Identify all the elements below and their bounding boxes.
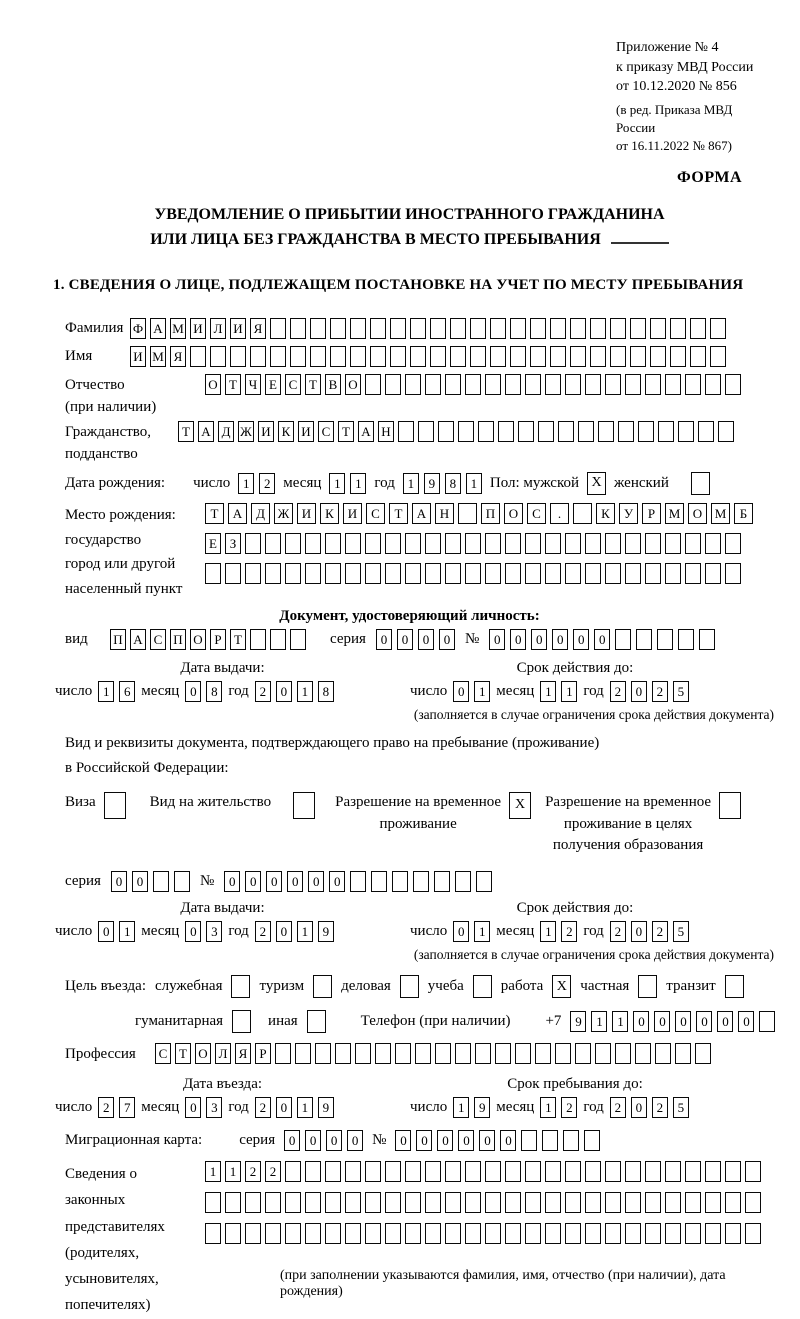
residence-issue-year-label: год bbox=[228, 923, 249, 940]
identity-doc-heading: Документ, удостоверяющий личность: bbox=[279, 607, 540, 624]
purpose-official-label: служебная bbox=[154, 978, 223, 995]
purpose-business-checkbox[interactable] bbox=[400, 975, 419, 998]
citizenship-label: Гражданство, bbox=[65, 423, 152, 440]
temp-residence-edu-label-line1: Разрешение на временное bbox=[545, 793, 712, 810]
residence-issue-month-cells[interactable]: 0 3 bbox=[185, 921, 222, 942]
legal-reps-label-line4: (родителях, bbox=[65, 1244, 140, 1261]
phone-label: Телефон (при наличии) bbox=[360, 1013, 511, 1030]
doc-expiry-day-label: число bbox=[410, 682, 448, 699]
temp-residence-label-line1: Разрешение на временное bbox=[335, 793, 502, 810]
title-blank-underline bbox=[611, 242, 669, 244]
legal-reps-label-line1: Сведения о bbox=[65, 1166, 137, 1183]
purpose-humanitarian-checkbox[interactable] bbox=[232, 1010, 251, 1033]
birthdate-day-label: число bbox=[193, 474, 231, 491]
birthplace-cells-row2[interactable]: Е З bbox=[205, 533, 753, 554]
purpose-label: Цель въезда: bbox=[65, 978, 146, 995]
legal-reps-row bbox=[65, 1161, 774, 1319]
birthplace-cells-row1[interactable]: Т А Д Ж И К И С Т А Н П О С . К У Р М О М Б bbox=[205, 503, 753, 524]
identity-doc-dates bbox=[55, 659, 774, 702]
patronymic-label-note: (при наличии) bbox=[65, 399, 157, 416]
doc-series-cells[interactable]: 0 0 0 0 bbox=[376, 629, 455, 650]
residence-issue-year-cells[interactable]: 2 0 1 9 bbox=[255, 921, 334, 942]
residence-expiry-year-label: год bbox=[583, 923, 604, 940]
purpose-private-checkbox[interactable] bbox=[638, 975, 657, 998]
birthplace-label-city: город или другой bbox=[65, 556, 176, 573]
doc-issue-year-label: год bbox=[228, 682, 249, 699]
firstname-cells[interactable]: И М Я bbox=[130, 346, 726, 367]
option-residence-permit bbox=[150, 792, 315, 819]
stay-month-label: месяц bbox=[496, 1099, 535, 1116]
visa-label: Виза bbox=[65, 793, 96, 810]
birthplace-row bbox=[65, 503, 774, 602]
revision-line: (в ред. Приказа МВД России bbox=[616, 101, 733, 135]
entry-month-label: месяц bbox=[141, 1099, 180, 1116]
doc-series-label: серия bbox=[330, 630, 366, 647]
profession-label: Профессия bbox=[65, 1045, 136, 1062]
purpose-transit-checkbox[interactable] bbox=[725, 975, 744, 998]
doc-expiry-label: Срок действия до: bbox=[516, 659, 634, 676]
birthdate-label: Дата рождения: bbox=[65, 474, 166, 491]
residence-number-cells[interactable]: 0 0 0 0 0 0 bbox=[224, 871, 492, 892]
phone-prefix: +7 bbox=[545, 1013, 562, 1030]
purpose-humanitarian-label: гуманитарная bbox=[135, 1013, 224, 1030]
purpose-business-label: деловая bbox=[341, 978, 391, 995]
option-temp-residence bbox=[335, 792, 531, 836]
birthdate-year-cells[interactable]: 1 9 8 1 bbox=[403, 473, 482, 494]
surname-row bbox=[65, 318, 774, 339]
stay-until-label: Срок пребывания до: bbox=[507, 1076, 643, 1093]
purpose-work-checkbox[interactable]: X bbox=[552, 975, 571, 998]
citizenship-cells[interactable]: Т А Д Ж И К И С Т А Н bbox=[178, 421, 734, 442]
doc-expiry-month-cells[interactable]: 1 1 bbox=[540, 681, 577, 702]
stay-year-label: год bbox=[583, 1099, 604, 1116]
purpose-tourism-label: туризм bbox=[259, 978, 305, 995]
residence-issue-month-label: месяц bbox=[141, 923, 180, 940]
migration-card-row bbox=[65, 1130, 774, 1151]
residence-expiry-year-cells[interactable]: 2 0 2 5 bbox=[610, 921, 689, 942]
entry-date-label: Дата въезда: bbox=[182, 1076, 263, 1093]
birthplace-label-state: государство bbox=[65, 531, 142, 548]
purpose-transit-label: транзит bbox=[666, 978, 716, 995]
entry-day-label: число bbox=[55, 1099, 93, 1116]
doc-expiry-year-label: год bbox=[583, 682, 604, 699]
doc-issue-day-label: число bbox=[55, 682, 93, 699]
surname-cells[interactable]: Ф А М И Л И Я bbox=[130, 318, 726, 339]
form-title-line2: ИЛИ ЛИЦА БЕЗ ГРАЖДАНСТВА В МЕСТО ПРЕБЫВАНИЯ bbox=[150, 231, 601, 249]
birthplace-cells-row3[interactable] bbox=[205, 563, 753, 584]
temp-residence-label-line2: проживание bbox=[379, 815, 457, 832]
residence-number-label: № bbox=[199, 873, 215, 890]
stay-month-cells[interactable]: 1 2 bbox=[540, 1097, 577, 1118]
residence-expiry-day-cells[interactable]: 0 1 bbox=[453, 921, 490, 942]
citizenship-label2: подданство bbox=[65, 446, 138, 463]
residence-permit-label: Вид на жительство bbox=[149, 793, 272, 810]
visa-checkbox[interactable] bbox=[104, 792, 126, 819]
residence-doc-heading-line2: в Российской Федерации: bbox=[65, 760, 229, 777]
residence-issue-day-label: число bbox=[55, 923, 93, 940]
birthdate-year-label: год bbox=[374, 474, 395, 491]
migration-series-cells[interactable]: 0 0 0 0 bbox=[284, 1130, 363, 1151]
sex-female-label: женский bbox=[614, 474, 669, 491]
residence-expiry-note: (заполняется в случае ограничения срока действия документа) bbox=[413, 947, 774, 963]
entry-dates bbox=[55, 1076, 774, 1118]
legal-reps-cells-row2[interactable] bbox=[205, 1192, 774, 1213]
appendix-note bbox=[616, 38, 774, 155]
doc-expiry-year-cells[interactable]: 2 0 2 5 bbox=[610, 681, 689, 702]
purpose-study-label: учеба bbox=[427, 978, 464, 995]
temp-residence-checkbox[interactable]: X bbox=[509, 792, 531, 819]
patronymic-label: Отчество bbox=[65, 376, 125, 393]
temp-residence-edu-checkbox[interactable] bbox=[719, 792, 741, 819]
option-visa bbox=[65, 792, 126, 819]
purpose-row2 bbox=[135, 1010, 774, 1033]
doc-expiry-day-cells[interactable]: 0 1 bbox=[453, 681, 490, 702]
form-title-line1: УВЕДОМЛЕНИЕ О ПРИБЫТИИ ИНОСТРАННОГО ГРАЖДАНИНА bbox=[154, 206, 665, 224]
birthdate-row bbox=[65, 472, 774, 495]
doc-type-cells[interactable]: П А С П О Р Т bbox=[110, 629, 306, 650]
residence-expiry-month-label: месяц bbox=[496, 923, 535, 940]
doc-expiry-month-label: месяц bbox=[496, 682, 535, 699]
doc-issue-month-label: месяц bbox=[141, 682, 180, 699]
legal-reps-cells-row1[interactable]: 1 1 2 2 bbox=[205, 1161, 774, 1182]
appendix-line: от 10.12.2020 № 856 bbox=[616, 79, 737, 95]
firstname-label: Имя bbox=[65, 347, 93, 364]
birthdate-month-cells[interactable]: 1 1 bbox=[329, 473, 366, 494]
surname-label: Фамилия bbox=[65, 319, 124, 336]
doc-issue-day-cells[interactable]: 1 6 bbox=[98, 681, 135, 702]
migration-number-cells[interactable]: 0 0 0 0 0 0 bbox=[395, 1130, 600, 1151]
legal-reps-label-line5: усыновителях, bbox=[65, 1271, 159, 1288]
doc-number-label: № bbox=[464, 630, 480, 647]
purpose-row1 bbox=[65, 975, 774, 998]
residence-series-row bbox=[65, 871, 774, 892]
stay-year-cells[interactable]: 2 0 2 5 bbox=[610, 1097, 689, 1118]
residence-series-label: серия bbox=[65, 873, 101, 890]
residence-expiry-day-label: число bbox=[410, 923, 448, 940]
legal-reps-label-line3: представителях bbox=[65, 1218, 165, 1235]
purpose-official-checkbox[interactable] bbox=[231, 975, 250, 998]
residence-doc-options bbox=[65, 792, 774, 857]
phone-cells[interactable]: 9 1 1 0 0 0 0 0 0 bbox=[570, 1011, 775, 1032]
temp-residence-edu-label-line2: проживание в целях bbox=[563, 815, 693, 832]
doc-expiry-note: (заполняется в случае ограничения срока действия документа) bbox=[413, 706, 774, 722]
residence-issue-day-cells[interactable]: 0 1 bbox=[98, 921, 135, 942]
entry-month-cells[interactable]: 0 3 bbox=[185, 1097, 222, 1118]
legal-reps-label-line2: законных bbox=[65, 1192, 126, 1209]
migration-card-label: Миграционная карта: bbox=[65, 1132, 203, 1149]
purpose-private-label: частная bbox=[580, 978, 630, 995]
stay-day-label: число bbox=[410, 1099, 448, 1116]
legal-reps-cells-row3[interactable] bbox=[205, 1223, 774, 1244]
section1-heading: 1. СВЕДЕНИЯ О ЛИЦЕ, ПОДЛЕЖАЩЕМ ПОСТАНОВКЕ НА УЧЕТ ПО МЕСТУ ПРЕБЫВАНИЯ bbox=[53, 276, 744, 293]
form-title bbox=[45, 203, 774, 253]
doc-issue-year-cells[interactable]: 2 0 1 8 bbox=[255, 681, 334, 702]
temp-residence-edu-label-line3: получения образования bbox=[552, 837, 704, 854]
purpose-other-checkbox[interactable] bbox=[307, 1010, 326, 1033]
residence-issue-label: Дата выдачи: bbox=[180, 900, 265, 917]
birthdate-day-cells[interactable]: 1 2 bbox=[238, 473, 275, 494]
birthplace-label-settlement: населенный пункт bbox=[65, 581, 183, 598]
residence-doc-heading bbox=[65, 731, 774, 782]
entry-year-cells[interactable]: 2 0 1 9 bbox=[255, 1097, 334, 1118]
birthdate-month-label: месяц bbox=[283, 474, 322, 491]
doc-issue-label: Дата выдачи: bbox=[180, 659, 265, 676]
citizenship-row bbox=[65, 421, 774, 466]
residence-expiry-month-cells[interactable]: 1 2 bbox=[540, 921, 577, 942]
residence-series-cells[interactable]: 0 0 bbox=[111, 871, 190, 892]
revision-line: от 16.11.2022 № 867) bbox=[616, 138, 733, 154]
purpose-study-checkbox[interactable] bbox=[473, 975, 492, 998]
residence-expiry-label: Срок действия до: bbox=[516, 900, 634, 917]
purpose-other-label: иная bbox=[268, 1013, 298, 1030]
identity-doc-row bbox=[65, 629, 774, 650]
option-temp-residence-education bbox=[545, 792, 741, 857]
doc-type-label: вид bbox=[65, 630, 88, 647]
migration-number-label: № bbox=[372, 1132, 387, 1149]
patronymic-cells[interactable]: О Т Ч Е С Т В О bbox=[205, 374, 741, 395]
sex-female-checkbox[interactable] bbox=[691, 472, 710, 495]
entry-year-label: год bbox=[228, 1099, 249, 1116]
residence-permit-checkbox[interactable] bbox=[293, 792, 315, 819]
appendix-line: Приложение № 4 bbox=[616, 40, 719, 55]
migration-series-label: серия bbox=[239, 1132, 276, 1149]
legal-reps-note: (при заполнении указываются фамилия, имя, отчество (при наличии), дата рождения) bbox=[280, 1268, 726, 1300]
sex-label: Пол: мужской bbox=[489, 474, 580, 491]
profession-cells[interactable]: С Т О Л Я Р bbox=[155, 1043, 711, 1064]
purpose-tourism-checkbox[interactable] bbox=[313, 975, 332, 998]
entry-day-cells[interactable]: 2 7 bbox=[98, 1097, 135, 1118]
stay-day-cells[interactable]: 1 9 bbox=[453, 1097, 490, 1118]
birthplace-label: Место рождения: bbox=[65, 506, 176, 523]
patronymic-row bbox=[65, 374, 774, 419]
purpose-work-label: работа bbox=[500, 978, 544, 995]
profession-row bbox=[65, 1043, 774, 1064]
doc-number-cells[interactable]: 0 0 0 0 0 0 bbox=[489, 629, 715, 650]
legal-reps-label-line6: попечителях) bbox=[65, 1297, 151, 1314]
firstname-row bbox=[65, 346, 774, 367]
doc-issue-month-cells[interactable]: 0 8 bbox=[185, 681, 222, 702]
residence-doc-dates bbox=[55, 900, 774, 942]
residence-doc-heading-line1: Вид и реквизиты документа, подтверждающего право на пребывание (проживание) bbox=[65, 734, 600, 751]
sex-male-checkbox[interactable]: X bbox=[587, 472, 606, 495]
appendix-line: к приказу МВД России bbox=[616, 59, 754, 75]
form-label: ФОРМА bbox=[676, 169, 742, 187]
